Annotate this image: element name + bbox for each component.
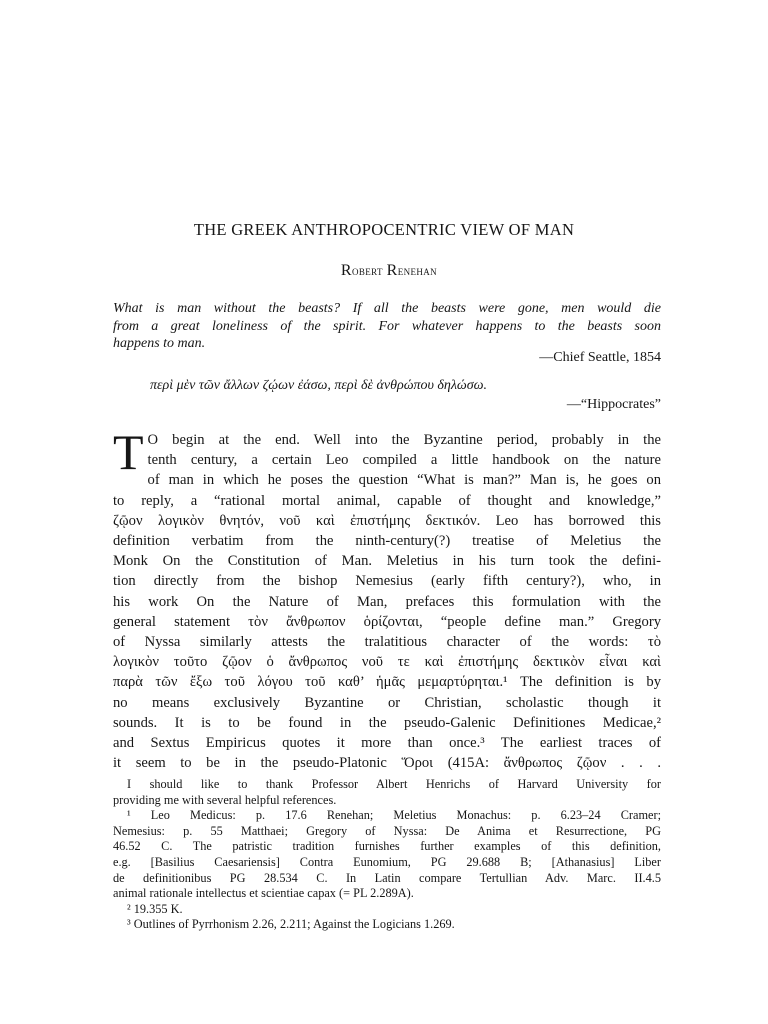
drop-cap: T xyxy=(113,424,144,480)
body-line: παρὰ τῶν ἔξω τοῦ λόγου τοῦ καθ’ ἡμᾶς μεμαρτύρηται.¹ The definition is by xyxy=(113,674,661,691)
body-line: it seem to be in the pseudo-Platonic Ὅροι (415A: ἄνθρωπος ζῷον . . . xyxy=(113,755,661,772)
body-line: of Nyssa similarly attests the tralatitious character of the words: τὸ xyxy=(113,634,661,651)
footnote-line: Nemesius: p. 55 Matthaei; Gregory of Nyssa: De Anima et Resurrectione, PG xyxy=(113,823,661,838)
body-line: no means exclusively Byzantine or Christian, scholastic though it xyxy=(113,694,661,711)
footnote-line: ¹ Leo Medicus: p. 17.6 Renehan; Meletius Monachus: p. 6.23–24 Cramer; xyxy=(127,808,661,823)
footnote-line: ² 19.355 K. xyxy=(127,901,183,916)
body-line: ζῷον λογικὸν θνητόν, νοῦ καὶ ἐπιστήμης δεκτικόν. Leo has borrowed this xyxy=(113,512,661,529)
footnotes xyxy=(113,777,661,933)
author-initial-last: R xyxy=(386,262,398,279)
body-line: O begin at the end. Well into the Byzantine period, probably in the xyxy=(147,432,661,448)
author-last-rest: enehan xyxy=(397,263,438,278)
author-name xyxy=(0,262,768,280)
body-line: Monk On the Constitution of Man. Meletius in his turn took the defini- xyxy=(113,553,661,570)
body-line: sounds. It is to be found in the pseudo-Galenic Definitiones Medicae,² xyxy=(113,714,661,731)
footnote-line: 46.52 C. The patristic tradition furnishes further examples of this definition, xyxy=(113,839,661,854)
epigraph-line: happens to man. xyxy=(113,336,206,351)
body-line: to reply, a “rational mortal animal, capable of thought and knowledge,” xyxy=(113,492,661,509)
body-line: general statement τὸν ἄνθρωπον ὁρίζονται, “people define man.” Gregory xyxy=(113,613,661,630)
body-line: definition verbatim from the ninth-century(?) treatise of Meletius the xyxy=(113,533,661,550)
body-line: tion directly from the bishop Nemesius (early fifth century?), who, in xyxy=(113,573,661,590)
body-line: and Sextus Empiricus quotes it more than once.³ The earliest traces of xyxy=(113,735,661,752)
author-initial-first: R xyxy=(340,262,352,279)
epigraph-attribution-seattle: —Chief Seattle, 1854 xyxy=(539,350,661,365)
author-first-rest: obert xyxy=(351,263,383,278)
epigraph-line: from a great loneliness of the spirit. For whatever happens to the beasts soon xyxy=(113,318,661,334)
article-title: THE GREEK ANTHROPOCENTRIC VIEW OF MAN xyxy=(193,220,575,239)
footnote-line: animal rationale intellectus et scientiae capax (= PL 2.289A). xyxy=(113,886,414,901)
footnote-line: I should like to thank Professor Albert Henrichs of Harvard University for xyxy=(127,777,661,791)
body-line: λογικὸν τοῦτο ζῷον ὁ ἄνθρωπος νοῦ τε καὶ ἐπιστήμης δεκτικὸν εἶναι καὶ xyxy=(113,654,661,671)
epigraph-line: What is man without the beasts? If all the beasts were gone, men would die xyxy=(113,301,661,316)
footnote-line: providing me with several helpful references. xyxy=(113,792,337,807)
body-line: his work On the Nature of Man, prefaces this formulation with the xyxy=(113,593,661,610)
footnote-line: e.g. [Basilius Caesariensis] Contra Eunomium, PG 29.688 B; [Athanasius] Liber xyxy=(113,854,661,869)
body-paragraph xyxy=(113,424,661,773)
body-line: tenth century, a certain Leo compiled a little handbook on the nature xyxy=(147,452,661,469)
footnote-line: de definitionibus PG 28.534 C. In Latin compare Tertullian Adv. Marc. II.4.5 xyxy=(113,870,661,885)
epigraph-greek: περὶ μὲν τῶν ἄλλων ζῴων ἐάσω, περὶ δὲ ἀνθρώπου δηλώσω. xyxy=(150,378,487,393)
footnote-line: ³ Outlines of Pyrrhonism 2.26, 2.211; Against the Logicians 1.269. xyxy=(127,917,455,932)
epigraph-quote xyxy=(113,300,661,353)
body-line: of man in which he poses the question “What is man?” Man is, he goes on xyxy=(147,472,661,489)
epigraph-attribution-hippocrates: —“Hippocrates” xyxy=(566,397,661,412)
